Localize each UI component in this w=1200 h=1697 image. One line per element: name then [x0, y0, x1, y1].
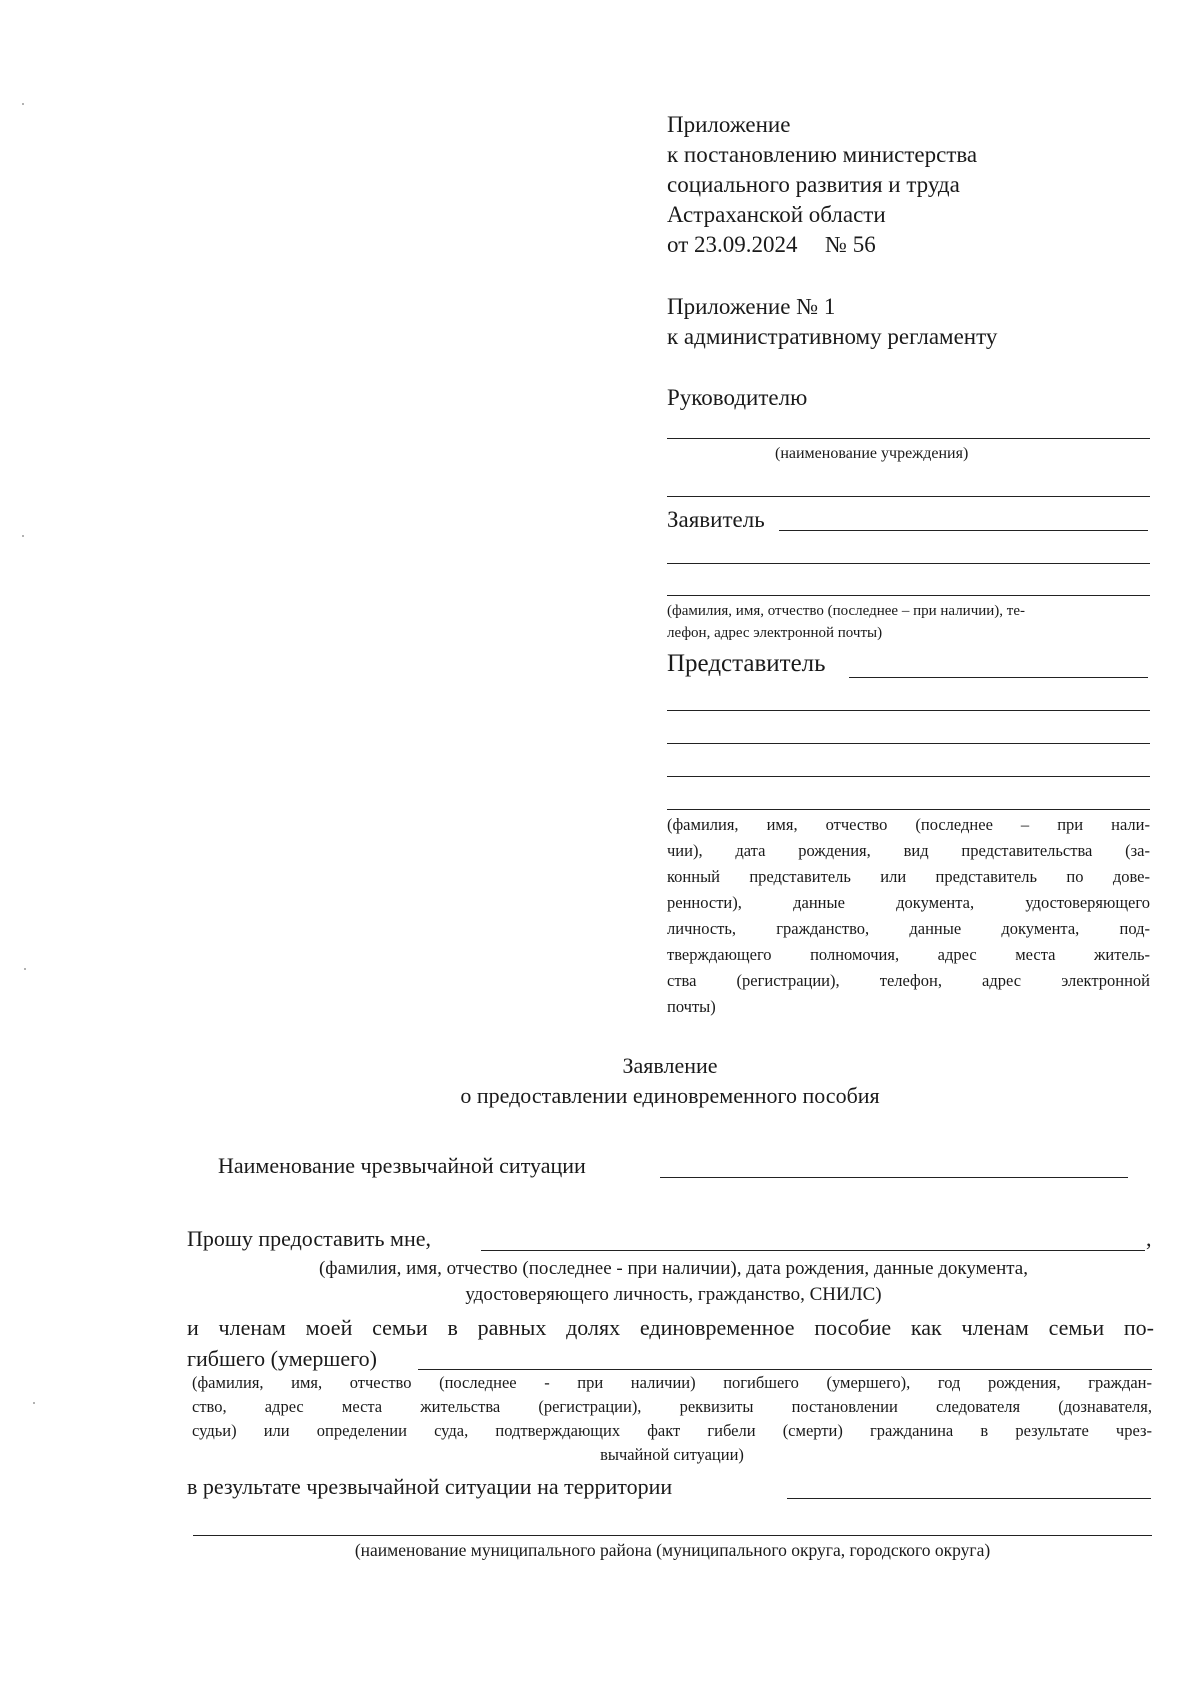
resolution-number: № 56: [825, 232, 876, 257]
institution-blank-2[interactable]: [667, 496, 1150, 497]
institution-blank[interactable]: [667, 438, 1150, 439]
deceased-blank[interactable]: [418, 1369, 1152, 1370]
deceased-caption: (фамилия, имя, отчество (последнее - при наличии) погибшего (умершего), год рождения, граждан-: [192, 1373, 1152, 1392]
representative-caption: личность, гражданство, данные документа, под-: [667, 919, 1150, 938]
appendix2-line: Приложение № 1: [667, 294, 836, 319]
applicant-caption: (фамилия, имя, отчество (последнее – при наличии), те-: [667, 603, 1026, 619]
deceased-caption: ство, адрес места жительства (регистрации), реквизиты постановлении следователя (дознавателя,: [192, 1397, 1152, 1416]
representative-blank[interactable]: [849, 677, 1148, 678]
representative-blank-4[interactable]: [667, 776, 1150, 777]
family-line: и членам моей семьи в равных долях единовременное пособие как членам семьи по-: [187, 1315, 1154, 1340]
request-comma: ,: [1146, 1226, 1152, 1251]
representative-blank-5[interactable]: [667, 809, 1150, 810]
representative-caption: ренности), данные документа, удостоверяющего: [667, 893, 1150, 912]
scan-speck: [22, 535, 24, 537]
applicant-blank-2[interactable]: [667, 563, 1150, 564]
representative-blank-3[interactable]: [667, 743, 1150, 744]
representative-caption: почты): [667, 997, 716, 1016]
deceased-label: гибшего (умершего): [187, 1346, 377, 1371]
representative-caption: (фамилия, имя, отчество (последнее – при нали-: [667, 815, 1150, 834]
representative-caption: конный представитель или представитель по дове-: [667, 867, 1150, 886]
emergency-blank[interactable]: [660, 1177, 1128, 1178]
appendix-line: Астраханской области: [667, 202, 886, 227]
appendix2-line: к административному регламенту: [667, 324, 998, 349]
territory-blank-2[interactable]: [193, 1535, 1152, 1536]
request-blank[interactable]: [481, 1250, 1145, 1251]
request-caption: удостоверяющего личность, гражданство, СНИЛС): [465, 1284, 882, 1305]
appendix-line: Приложение: [667, 112, 791, 137]
applicant-blank-3[interactable]: [667, 595, 1150, 596]
applicant-label: Заявитель: [667, 507, 765, 532]
deceased-caption: судьи) или определении суда, подтверждающих факт гибели (смерти) гражданина в результате чрез-: [192, 1421, 1152, 1440]
scan-speck: [22, 103, 24, 105]
territory-caption: (наименование муниципального района (муниципального округа, городского округа): [354, 1540, 991, 1560]
scan-speck: [24, 968, 26, 970]
addressee: Руководителю: [667, 385, 808, 410]
scan-speck: [33, 1402, 35, 1404]
territory-blank[interactable]: [787, 1498, 1151, 1499]
document-subtitle: о предоставлении единовременного пособия: [460, 1083, 880, 1108]
applicant-caption: лефон, адрес электронной почты): [667, 625, 883, 641]
institution-caption: (наименование учреждения): [775, 445, 969, 462]
representative-blank-2[interactable]: [667, 710, 1150, 711]
appendix-line: социального развития и труда: [667, 172, 960, 197]
appendix-line: к постановлению министерства: [667, 142, 978, 167]
territory-label: в результате чрезвычайной ситуации на территории: [187, 1474, 673, 1499]
document-title: Заявление: [622, 1053, 718, 1078]
applicant-blank[interactable]: [779, 530, 1148, 531]
representative-label: Представитель: [667, 650, 826, 677]
emergency-label: Наименование чрезвычайной ситуации: [218, 1153, 586, 1178]
resolution-date: от 23.09.2024: [667, 232, 798, 257]
representative-caption: ства (регистрации), телефон, адрес электронной: [667, 971, 1150, 990]
request-caption: (фамилия, имя, отчество (последнее - при наличии), дата рождения, данные документа,: [318, 1258, 1028, 1279]
deceased-caption: вычайной ситуации): [600, 1445, 744, 1464]
representative-caption: тверждающего полномочия, адрес места житель-: [667, 945, 1150, 964]
request-label: Прошу предоставить мне,: [187, 1226, 431, 1251]
representative-caption: чии), дата рождения, вид представительства (за-: [667, 841, 1150, 860]
